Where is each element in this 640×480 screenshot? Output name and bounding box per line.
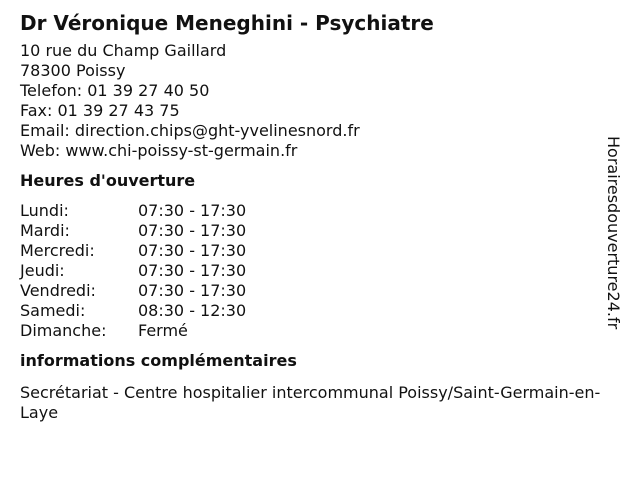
hours-time: 07:30 - 17:30 [138, 221, 247, 240]
hours-row [20, 201, 610, 221]
hours-time: 07:30 - 17:30 [138, 241, 247, 260]
hours-row [20, 261, 610, 281]
address-street: 10 rue du Champ Gaillard [20, 41, 227, 60]
additional-info-text: Secrétariat - Centre hospitalier intercommunal Poissy/Saint-Germain-en-Laye [20, 383, 601, 422]
hours-row [20, 241, 610, 261]
hours-day: Jeudi: [20, 261, 65, 280]
address-city: 78300 Poissy [20, 61, 126, 80]
hours-row [20, 281, 610, 301]
hours-day: Lundi: [20, 201, 69, 220]
email-line: Email: direction.chips@ght-yvelinesnord.fr [20, 121, 360, 140]
hours-row [20, 221, 610, 241]
hours-day: Vendredi: [20, 281, 96, 300]
hours-time: Fermé [138, 321, 188, 340]
hours-time: 07:30 - 17:30 [138, 281, 247, 300]
contact-block [20, 41, 610, 161]
site-watermark: Horairesdouverture24.fr [604, 136, 623, 330]
hours-day: Samedi: [20, 301, 86, 320]
hours-day: Mercredi: [20, 241, 95, 260]
hours-time: 07:30 - 17:30 [138, 261, 247, 280]
hours-time: 07:30 - 17:30 [138, 201, 247, 220]
content [20, 10, 610, 423]
hours-day: Mardi: [20, 221, 70, 240]
page-title: Dr Véronique Meneghini - Psychiatre [20, 11, 434, 35]
web-line: Web: www.chi-poissy-st-germain.fr [20, 141, 298, 160]
opening-hours-heading: Heures d'ouverture [20, 171, 196, 190]
opening-hours-table [20, 201, 610, 341]
fax-line: Fax: 01 39 27 43 75 [20, 101, 180, 120]
hours-row [20, 301, 610, 321]
hours-day: Dimanche: [20, 321, 107, 340]
additional-info-heading: informations complémentaires [20, 351, 297, 370]
phone-line: Telefon: 01 39 27 40 50 [20, 81, 210, 100]
hours-time: 08:30 - 12:30 [138, 301, 247, 320]
hours-row [20, 321, 610, 341]
